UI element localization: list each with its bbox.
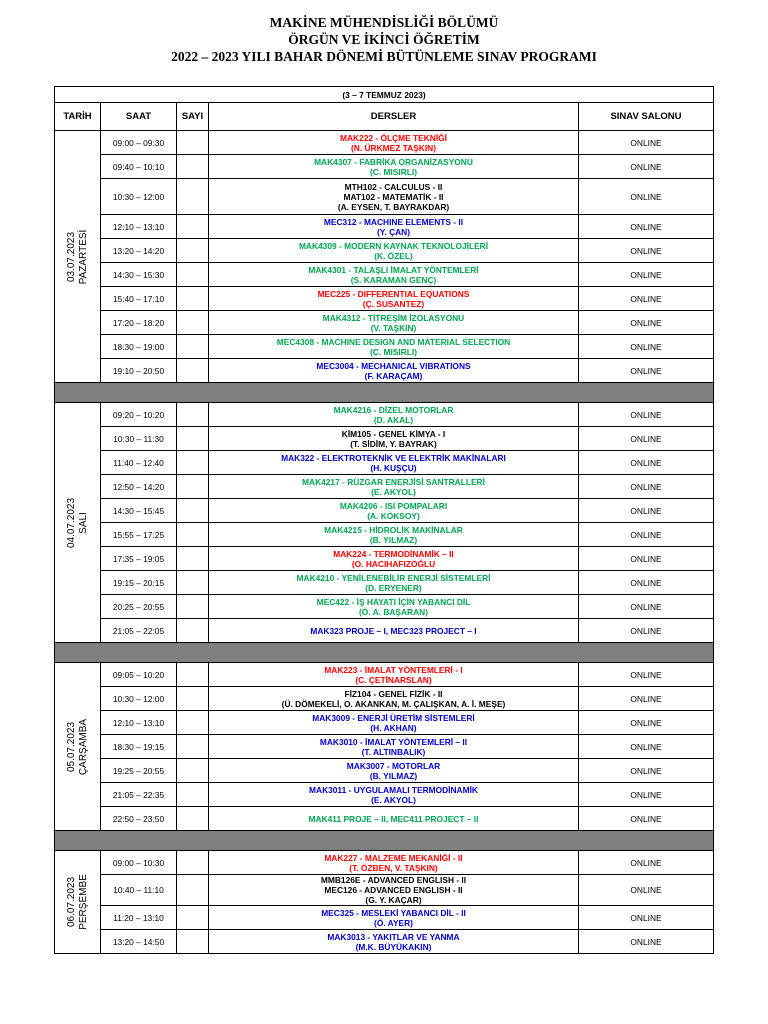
day-separator-row	[55, 383, 714, 403]
exam-room-cell: ONLINE	[579, 547, 714, 571]
count-cell	[177, 131, 209, 155]
table-row	[55, 335, 714, 359]
course-instructor: (A. KÖKSOY)	[367, 510, 420, 521]
count-cell	[177, 711, 209, 735]
table-row	[55, 287, 714, 311]
time-cell: 10:30 – 12:00	[101, 687, 177, 711]
course-title: MAK223 - İMALAT YÖNTEMLERİ - I	[324, 664, 463, 675]
course-instructor: (M.K. BÜYÜKAKIN)	[355, 941, 432, 952]
exam-room-cell: ONLINE	[579, 783, 714, 807]
exam-room-cell: ONLINE	[579, 239, 714, 263]
time-cell: 15:55 – 17:25	[101, 523, 177, 547]
count-cell	[177, 427, 209, 451]
table-row	[55, 595, 714, 619]
date-cell	[55, 663, 101, 831]
count-cell	[177, 287, 209, 311]
exam-room-cell: ONLINE	[579, 359, 714, 383]
table-row	[55, 687, 714, 711]
course-title: MEC312 - MACHINE ELEMENTS - II	[323, 216, 464, 227]
count-cell	[177, 930, 209, 954]
date-label	[66, 718, 90, 774]
course-instructor: (C. MISIRLI)	[370, 166, 417, 177]
table-row	[55, 239, 714, 263]
course-title: MAK323 PROJE – I, MEC323 PROJECT – I	[310, 625, 477, 636]
course-title: MAK4206 - ISI POMPALARI	[339, 500, 448, 511]
column-header-course: DERSLER	[209, 103, 579, 131]
count-cell	[177, 906, 209, 930]
date-cell	[55, 403, 101, 643]
course-cell	[209, 906, 579, 930]
time-cell: 12:10 – 13:10	[101, 711, 177, 735]
column-header-row	[55, 103, 714, 131]
time-cell: 12:10 – 13:10	[101, 215, 177, 239]
time-cell: 15:40 – 17:10	[101, 287, 177, 311]
header-department: MAKİNE MÜHENDİSLİĞİ BÖLÜMÜ	[269, 15, 499, 30]
course-cell	[209, 451, 579, 475]
course-instructor: (H. AKHAN)	[370, 722, 417, 733]
course-instructor: (G. Y. KAÇAR)	[365, 895, 422, 905]
course-cell	[209, 595, 579, 619]
course-cell	[209, 215, 579, 239]
course-title: MAK411 PROJE – II, MEC411 PROJECT – II	[308, 813, 479, 824]
table-row	[55, 215, 714, 239]
time-cell: 09:20 – 10:20	[101, 403, 177, 427]
table-row	[55, 311, 714, 335]
day-separator-row	[55, 643, 714, 663]
course-instructor: (Ö. A. BAŞARAN)	[358, 606, 428, 617]
exam-weekday: PAZARTESİ	[77, 229, 89, 284]
course-cell	[209, 619, 579, 643]
count-cell	[177, 263, 209, 287]
count-cell	[177, 311, 209, 335]
count-cell	[177, 619, 209, 643]
exam-date: 04.07.2023	[65, 497, 77, 548]
course-instructor: (T. ALTINBALIK)	[361, 746, 426, 757]
count-cell	[177, 403, 209, 427]
course-cell	[209, 499, 579, 523]
count-cell	[177, 783, 209, 807]
header-program: ÖRGÜN VE İKİNCİ ÖĞRETİM	[288, 32, 480, 47]
count-cell	[177, 663, 209, 687]
course-instructor: (D. AKAL)	[373, 414, 414, 425]
exam-room-cell: ONLINE	[579, 427, 714, 451]
time-cell: 21:05 – 22:05	[101, 619, 177, 643]
count-cell	[177, 475, 209, 499]
course-instructor: (E. AKYOL)	[371, 486, 416, 497]
exam-room-cell: ONLINE	[579, 263, 714, 287]
day-separator	[55, 643, 714, 663]
time-cell: 14:30 – 15:30	[101, 263, 177, 287]
course-cell	[209, 547, 579, 571]
course-title: MEC4308 - MACHINE DESIGN AND MATERIAL SELECTION	[276, 336, 511, 347]
exam-date: 05.07.2023	[65, 721, 77, 772]
course-cell	[209, 239, 579, 263]
count-cell	[177, 155, 209, 179]
course-instructor: (B. YILMAZ)	[369, 770, 418, 781]
exam-room-cell: ONLINE	[579, 595, 714, 619]
exam-schedule-table	[54, 86, 714, 954]
time-cell: 10:30 – 12:00	[101, 179, 177, 215]
count-cell	[177, 547, 209, 571]
course-cell	[209, 711, 579, 735]
course-cell	[209, 875, 579, 906]
course-title: MEC126 - ADVANCED ENGLISH - II	[324, 885, 463, 895]
course-title: MAK4309 - MODERN KAYNAK TEKNOLOJİLERİ	[298, 240, 489, 251]
exam-weekday: ÇARŞAMBA	[77, 718, 89, 775]
course-title: MAK3009 - ENERJİ ÜRETİM SİSTEMLERİ	[312, 712, 475, 723]
column-header-time: SAAT	[101, 103, 177, 131]
count-cell	[177, 359, 209, 383]
course-title: MAK3010 - İMALAT YÖNTEMLERİ – II	[319, 736, 468, 747]
exam-room-cell: ONLINE	[579, 451, 714, 475]
date-label	[66, 874, 90, 930]
column-header-room: SINAV SALONU	[579, 103, 714, 131]
course-title: MAK4215 - HİDROLİK MAKİNALAR	[324, 524, 463, 535]
document-header	[0, 0, 768, 65]
count-cell	[177, 179, 209, 215]
course-title: MAK4216 - DİZEL MOTORLAR	[333, 404, 454, 415]
exam-room-cell: ONLINE	[579, 403, 714, 427]
course-title: KİM105 - GENEL KİMYA - I	[341, 428, 446, 439]
table-row	[55, 759, 714, 783]
exam-room-cell: ONLINE	[579, 687, 714, 711]
column-header-date: TARİH	[55, 103, 101, 131]
course-instructor: (S. KARAMAN GENÇ)	[350, 274, 437, 285]
course-cell	[209, 759, 579, 783]
time-cell: 17:35 – 19:05	[101, 547, 177, 571]
table-row	[55, 663, 714, 687]
course-instructor: (T. SİDİM, Y. BAYRAK)	[350, 438, 437, 449]
table-row	[55, 427, 714, 451]
course-instructor: (H. KUŞÇU)	[370, 462, 417, 473]
count-cell	[177, 875, 209, 906]
course-title: MAK322 - ELEKTROTEKNİK VE ELEKTRİK MAKİNALARI	[281, 452, 506, 463]
table-row	[55, 807, 714, 831]
count-cell	[177, 687, 209, 711]
course-cell	[209, 663, 579, 687]
course-cell	[209, 851, 579, 875]
exam-room-cell: ONLINE	[579, 930, 714, 954]
course-title: MAK3007 - MOTORLAR	[346, 760, 441, 771]
date-cell	[55, 131, 101, 383]
course-cell	[209, 930, 579, 954]
course-instructor: (A. EYSEN, T. BAYRAKDAR)	[337, 201, 450, 212]
time-cell: 21:05 – 22:35	[101, 783, 177, 807]
exam-date: 06.07.2023	[65, 876, 77, 928]
table-row	[55, 131, 714, 155]
count-cell	[177, 239, 209, 263]
count-cell	[177, 851, 209, 875]
count-cell	[177, 759, 209, 783]
exam-room-cell: ONLINE	[579, 311, 714, 335]
exam-room-cell: ONLINE	[579, 807, 714, 831]
exam-room-cell: ONLINE	[579, 619, 714, 643]
course-title: MAK3013 - YAKITLAR VE YANMA	[327, 931, 460, 942]
course-instructor: (K. ÖZEL)	[374, 250, 413, 261]
course-title: MEC225 - DIFFERENTIAL EQUATIONS	[317, 288, 470, 299]
table-row	[55, 403, 714, 427]
course-title: MAK227 - MALZEME MEKANİĞİ - II	[324, 852, 463, 863]
course-cell	[209, 735, 579, 759]
exam-room-cell: ONLINE	[579, 179, 714, 215]
time-cell: 20:25 – 20:55	[101, 595, 177, 619]
course-instructor: (Y. ÇAN)	[376, 226, 411, 237]
course-title: MAK224 - TERMODİNAMİK – II	[333, 548, 454, 559]
table-row	[55, 619, 714, 643]
count-cell	[177, 807, 209, 831]
course-cell	[209, 131, 579, 155]
count-cell	[177, 215, 209, 239]
table-row	[55, 179, 714, 215]
table-row	[55, 547, 714, 571]
exam-room-cell: ONLINE	[579, 571, 714, 595]
count-cell	[177, 499, 209, 523]
exam-room-cell: ONLINE	[579, 906, 714, 930]
course-title: MAK222 - ÖLÇME TEKNİĞİ	[339, 132, 448, 143]
course-title: MAK4312 - TİTREŞİM İZOLASYONU	[322, 312, 465, 323]
time-cell: 17:20 – 18:20	[101, 311, 177, 335]
time-cell: 18:30 – 19:15	[101, 735, 177, 759]
course-cell	[209, 359, 579, 383]
course-title: MAT102 - MATEMATİK - II	[343, 191, 444, 202]
course-title: MEC325 - MESLEKİ YABANCI DİL - II	[321, 907, 466, 918]
course-cell	[209, 263, 579, 287]
exam-room-cell: ONLINE	[579, 875, 714, 906]
day-separator	[55, 831, 714, 851]
exam-room-cell: ONLINE	[579, 851, 714, 875]
course-cell	[209, 687, 579, 711]
course-cell	[209, 403, 579, 427]
time-cell: 13:20 – 14:20	[101, 239, 177, 263]
course-title: MAK4307 - FABRİKA ORGANİZASYONU	[314, 156, 473, 167]
course-cell	[209, 807, 579, 831]
time-cell: 22:50 – 23:50	[101, 807, 177, 831]
time-cell: 11:40 – 12:40	[101, 451, 177, 475]
day-separator	[55, 383, 714, 403]
time-cell: 09:00 – 09:30	[101, 131, 177, 155]
course-title: MAK4217 - RÜZGAR ENERJİSİ SANTRALLERİ	[302, 476, 485, 487]
column-header-count: SAYI	[177, 103, 209, 131]
course-instructor: (E. AKYOL)	[371, 794, 416, 805]
course-cell	[209, 155, 579, 179]
time-cell: 09:05 – 10:20	[101, 663, 177, 687]
table-row	[55, 875, 714, 906]
exam-room-cell: ONLINE	[579, 215, 714, 239]
time-cell: 11:20 – 13:10	[101, 906, 177, 930]
course-title: MEC3004 - MECHANICAL VIBRATIONS	[316, 360, 471, 371]
course-instructor: (N. ÜRKMEZ TAŞKIN)	[351, 142, 436, 153]
time-cell: 09:40 – 10:10	[101, 155, 177, 179]
exam-room-cell: ONLINE	[579, 131, 714, 155]
exam-room-cell: ONLINE	[579, 335, 714, 359]
table-row	[55, 711, 714, 735]
exam-room-cell: ONLINE	[579, 287, 714, 311]
count-cell	[177, 451, 209, 475]
time-cell: 19:25 – 20:55	[101, 759, 177, 783]
course-instructor: (T. ÖZBEN, V. TAŞKIN)	[349, 862, 438, 873]
exam-weekday: PERŞEMBE	[77, 874, 89, 930]
table-row	[55, 523, 714, 547]
date-cell	[55, 851, 101, 954]
course-title: FİZ104 - GENEL FİZİK - II	[344, 688, 443, 699]
date-label	[66, 229, 90, 284]
time-cell: 09:00 – 10:30	[101, 851, 177, 875]
course-instructor: (C. ÇETİNARSLAN)	[355, 674, 432, 685]
course-title: MAK4210 - YENİLENEBİLİR ENERJİ SİSTEMLERİ	[296, 572, 491, 583]
course-instructor: (Ü. DÖMEKELİ, O. AKANKAN, M. ÇALIŞKAN, A. İ. MEŞE)	[281, 698, 506, 709]
table-row	[55, 930, 714, 954]
week-range-row	[55, 87, 714, 103]
week-range: (3 – 7 TEMMUZ 2023)	[55, 87, 714, 103]
count-cell	[177, 735, 209, 759]
course-cell	[209, 427, 579, 451]
count-cell	[177, 595, 209, 619]
course-cell	[209, 475, 579, 499]
course-cell	[209, 311, 579, 335]
exam-room-cell: ONLINE	[579, 499, 714, 523]
table-row	[55, 475, 714, 499]
exam-room-cell: ONLINE	[579, 475, 714, 499]
course-cell	[209, 287, 579, 311]
time-cell: 18:30 – 19:00	[101, 335, 177, 359]
exam-room-cell: ONLINE	[579, 523, 714, 547]
exam-weekday: SALI	[77, 511, 89, 534]
course-title: MEC422 - İŞ HAYATI İÇİN YABANCI DİL	[316, 596, 471, 607]
time-cell: 13:20 – 14:50	[101, 930, 177, 954]
count-cell	[177, 335, 209, 359]
exam-room-cell: ONLINE	[579, 759, 714, 783]
course-instructor: (D. ERYENER)	[365, 582, 422, 593]
exam-room-cell: ONLINE	[579, 711, 714, 735]
course-cell	[209, 783, 579, 807]
day-separator-row	[55, 831, 714, 851]
table-row	[55, 155, 714, 179]
course-cell	[209, 571, 579, 595]
exam-date: 03.07.2023	[65, 231, 77, 282]
course-instructor: (B. YILMAZ)	[369, 534, 418, 545]
course-instructor: (Ö. AYER)	[374, 917, 413, 928]
exam-room-cell: ONLINE	[579, 735, 714, 759]
table-row	[55, 263, 714, 287]
exam-room-cell: ONLINE	[579, 155, 714, 179]
header-exam-title: 2022 – 2023 YILI BAHAR DÖNEMİ BÜTÜNLEME SINAV PROGRAMI	[171, 49, 597, 64]
course-title: MAK4301 - TALAŞLI İMALAT YÖNTEMLERİ	[308, 264, 479, 275]
time-cell: 19:15 – 20:15	[101, 571, 177, 595]
date-label	[66, 497, 90, 547]
time-cell: 10:40 – 11:10	[101, 875, 177, 906]
time-cell: 12:50 – 14:20	[101, 475, 177, 499]
course-cell	[209, 179, 579, 215]
course-cell	[209, 523, 579, 547]
course-title: MMB126E - ADVANCED ENGLISH - II	[320, 875, 467, 885]
table-row	[55, 571, 714, 595]
table-row	[55, 851, 714, 875]
table-row	[55, 359, 714, 383]
count-cell	[177, 523, 209, 547]
course-instructor: (O. HACIHAFIZOĞLU	[351, 558, 436, 569]
course-title: MAK3011 - UYGULAMALI TERMODİNAMİK	[309, 784, 478, 795]
course-instructor: (Ç. SUSANTEZ)	[362, 298, 425, 309]
course-cell	[209, 335, 579, 359]
course-instructor: (F. KARAÇAM)	[364, 370, 423, 381]
count-cell	[177, 571, 209, 595]
table-row	[55, 783, 714, 807]
time-cell: 10:30 – 11:30	[101, 427, 177, 451]
table-row	[55, 906, 714, 930]
table-row	[55, 735, 714, 759]
time-cell: 19:10 – 20:50	[101, 359, 177, 383]
table-row	[55, 499, 714, 523]
course-title: MTH102 - CALCULUS - II	[344, 181, 443, 192]
exam-room-cell: ONLINE	[579, 663, 714, 687]
table-row	[55, 451, 714, 475]
time-cell: 14:30 – 15:45	[101, 499, 177, 523]
course-instructor: (C. MISIRLI)	[370, 346, 417, 357]
course-instructor: (V. TAŞKIN)	[370, 322, 417, 333]
